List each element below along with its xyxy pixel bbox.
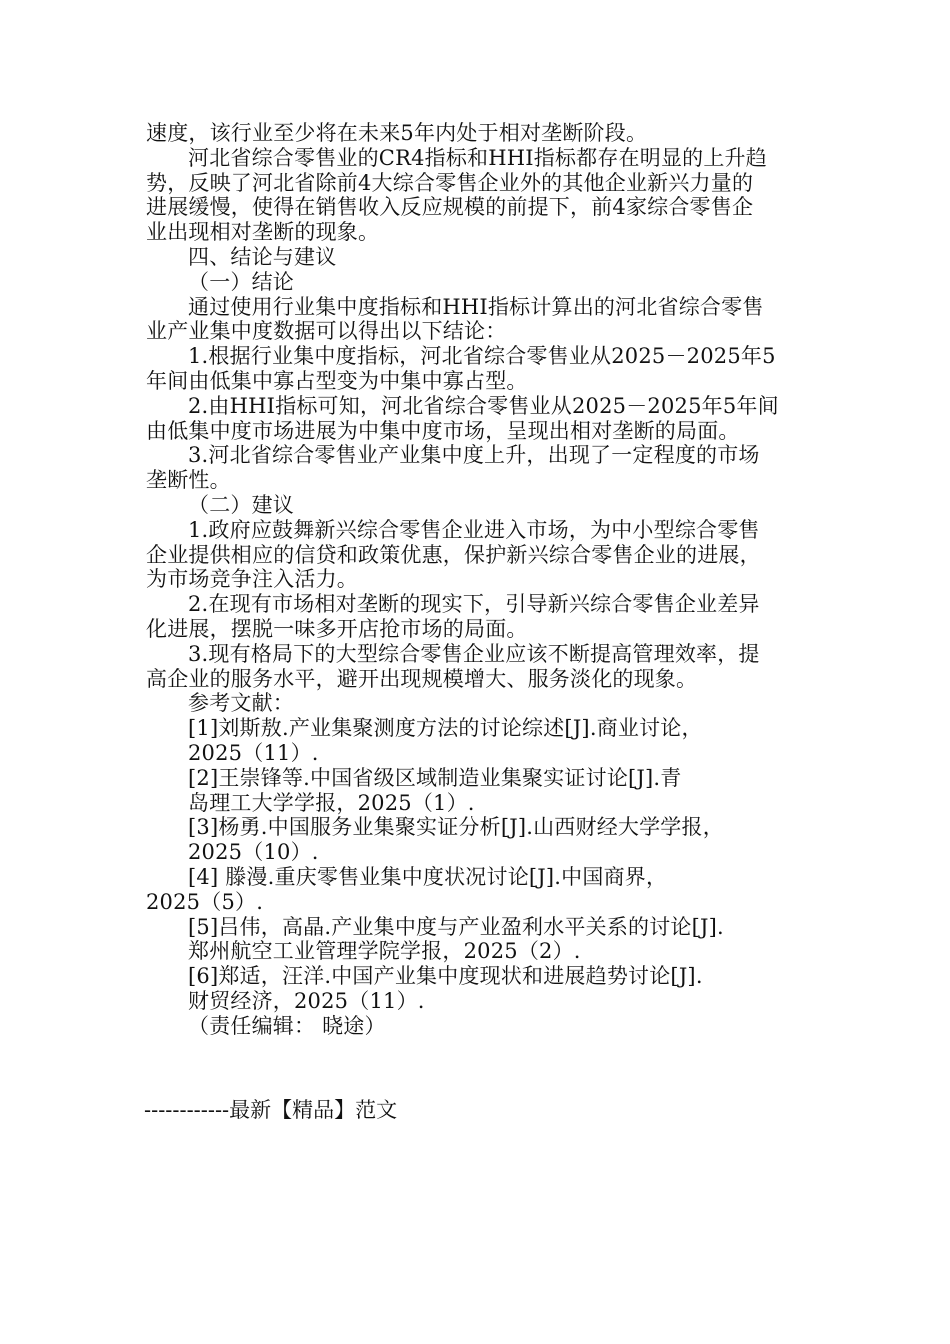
reference-item: [5]吕伟，高晶.产业集中度与产业盈利水平关系的讨论[J].: [188, 914, 724, 939]
reference-item: [1]刘斯敖.产业集聚测度方法的讨论综述[J].商业讨论，: [188, 716, 703, 741]
subsection-heading: （一）结论: [188, 269, 294, 294]
reference-item: [4] 滕漫.重庆零售业集中度状况讨论[J].中国商界，: [188, 864, 668, 889]
text-line: 业产业集中度数据可以得出以下结论：: [146, 319, 507, 344]
text-line: 为市场竞争注入活力。: [146, 567, 358, 592]
page-footer: ------------最新【精品】范文: [144, 1098, 398, 1122]
reference-item: 2025（11）.: [188, 740, 319, 765]
text-line: 垄断性。: [146, 468, 231, 493]
text-line: 进展缓慢，使得在销售收入反应规模的前提下，前4家综合零售企: [146, 195, 754, 220]
text-line: 高企业的服务水平，避开出现规模增大、服务淡化的现象。: [146, 666, 698, 691]
text-line: 速度，该行业至少将在未来5年内处于相对垄断阶段。: [146, 121, 648, 145]
text-line: 3.河北省综合零售业产业集中度上升，出现了一定程度的市场: [188, 443, 760, 468]
text-line: 业出现相对垄断的现象。: [146, 220, 380, 245]
reference-item: 2025（5）.: [146, 889, 264, 914]
subsection-heading: （二）建议: [188, 492, 294, 517]
text-line: 由低集中度市场进展为中集中度市场，呈现出相对垄断的局面。: [146, 418, 740, 443]
editor-note: （责任编辑： 晓途）: [188, 1013, 386, 1038]
reference-item: [6]郑适，汪洋.中国产业集中度现状和进展趋势讨论[J].: [188, 964, 703, 989]
text-line: 通过使用行业集中度指标和HHI指标计算出的河北省综合零售: [188, 294, 764, 319]
text-line: 年间由低集中寡占型变为中集中寡占型。: [146, 368, 528, 393]
section-heading: 四、结论与建议: [188, 244, 337, 269]
text-line: 势，反映了河北省除前4大综合零售企业外的其他企业新兴力量的: [146, 170, 754, 195]
references-heading: 参考文献：: [188, 691, 294, 716]
reference-item: [2]王崇锋等.中国省级区域制造业集聚实证讨论[J].青: [188, 765, 682, 790]
reference-item: 岛理工大学学报，2025（1）.: [188, 790, 475, 815]
reference-item: 2025（10）.: [188, 840, 319, 865]
document-body: [146, 121, 806, 1038]
text-line: 河北省综合零售业的CR4指标和HHI指标都存在明显的上升趋: [188, 145, 767, 170]
reference-item: [3]杨勇.中国服务业集聚实证分析[J].山西财经大学学报，: [188, 815, 724, 840]
text-line: 2.在现有市场相对垄断的现实下，引导新兴综合零售企业差异: [188, 592, 760, 617]
text-line: 3.现有格局下的大型综合零售企业应该不断提高管理效率，提: [188, 641, 760, 666]
text-line: 1.根据行业集中度指标，河北省综合零售业从2025－2025年5: [188, 344, 776, 369]
reference-item: 郑州航空工业管理学院学报，2025（2）.: [188, 939, 581, 964]
reference-item: 财贸经济，2025（11）.: [188, 988, 425, 1013]
text-line: 1.政府应鼓舞新兴综合零售企业进入市场，为中小型综合零售: [188, 517, 760, 542]
text-line: 企业提供相应的信贷和政策优惠，保护新兴综合零售企业的进展，: [146, 542, 761, 567]
text-line: 2.由HHI指标可知，河北省综合零售业从2025－2025年5年间: [188, 393, 779, 418]
text-line: 化进展，摆脱一味多开店抢市场的局面。: [146, 616, 528, 641]
